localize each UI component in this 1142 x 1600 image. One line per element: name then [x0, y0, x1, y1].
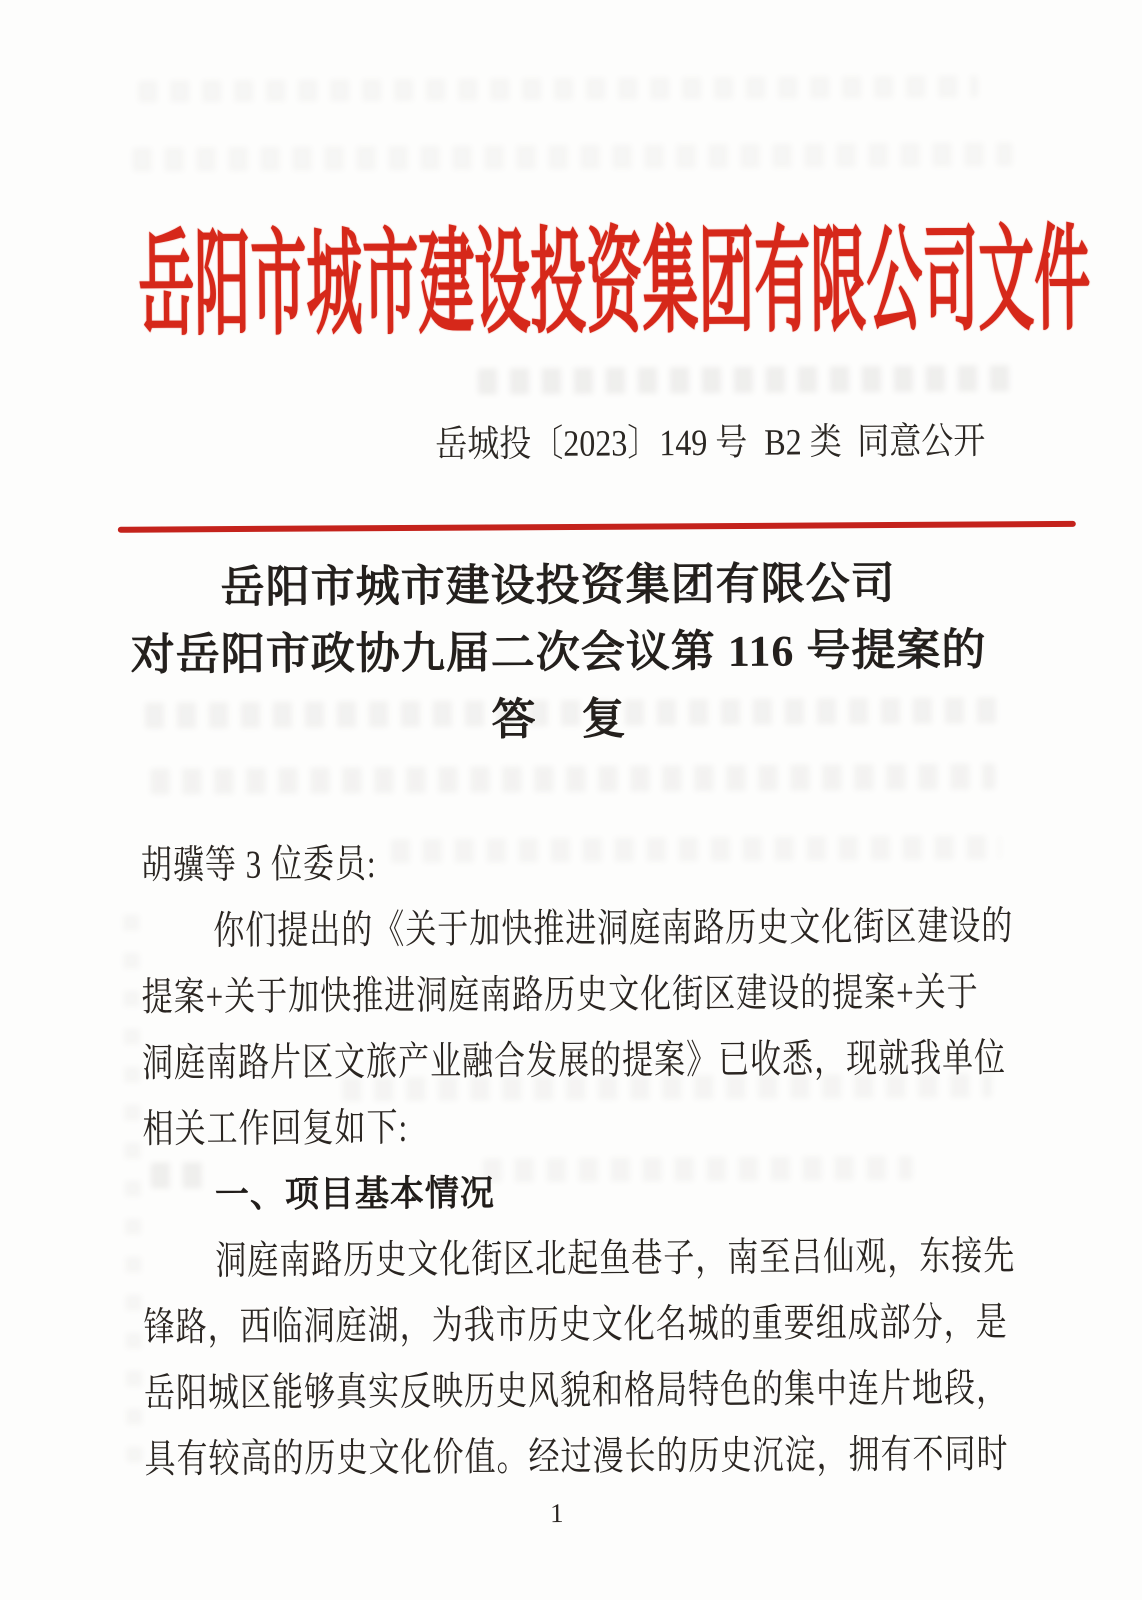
doc-reference-number: 岳城投〔2023〕149 号: [435, 421, 748, 465]
document-body: [141, 827, 1025, 1492]
paragraph1-line: 洞庭南路片区文旅产业融合发展的提案》已收悉，现就我单位: [141, 1035, 1007, 1086]
paragraph1-line: 你们提出的《关于加快推进洞庭南路历史文化街区建设的: [213, 903, 1014, 953]
bleed-through-artifact: [478, 365, 1018, 394]
bleed-through-artifact: [132, 142, 1012, 171]
doc-category: B2 类: [764, 420, 842, 463]
document-title-line-1: 岳阳市城市建设投资集团有限公司: [220, 559, 896, 613]
paragraph2-line: 锋路，西临洞庭湖，为我市历史文化名城的重要组成部分，是: [143, 1299, 1008, 1350]
paragraph2-line: 岳阳城区能够真实反映历史风貌和格局特色的集中连片地段，: [143, 1365, 1009, 1416]
document-title-line-2: 对岳阳市政协九届二次会议第 116 号提案的: [130, 625, 987, 680]
page-number: 1: [550, 1498, 564, 1529]
paragraph1-line: 相关工作回复如下:: [142, 1104, 409, 1152]
bleed-through-artifact: [138, 76, 978, 103]
salutation: 胡骥等 3 位委员:: [140, 841, 377, 888]
document-title-line-3: 答 复: [491, 694, 627, 745]
paragraph2-line: 具有较高的历史文化价值。经过漫长的历史沉淀，拥有不同时: [144, 1431, 1009, 1482]
document-title: [0, 549, 1118, 757]
doc-publicity-marking: 同意公开: [857, 419, 986, 463]
red-separator-line: [118, 521, 1076, 533]
section-heading: 一、项目基本情况: [214, 1173, 496, 1216]
bleed-through-artifact: [123, 908, 142, 1463]
paragraph2-line: 洞庭南路历史文化街区北起鱼巷子，南至吕仙观，东接先: [215, 1233, 1016, 1283]
bleed-through-artifact: [150, 763, 995, 794]
paragraph1-line: 提案+关于加快推进洞庭南路历史文化街区建设的提案+关于: [141, 969, 979, 1020]
letterhead-title: 岳阳市城市建设投资集团有限公司文件: [137, 217, 1091, 352]
